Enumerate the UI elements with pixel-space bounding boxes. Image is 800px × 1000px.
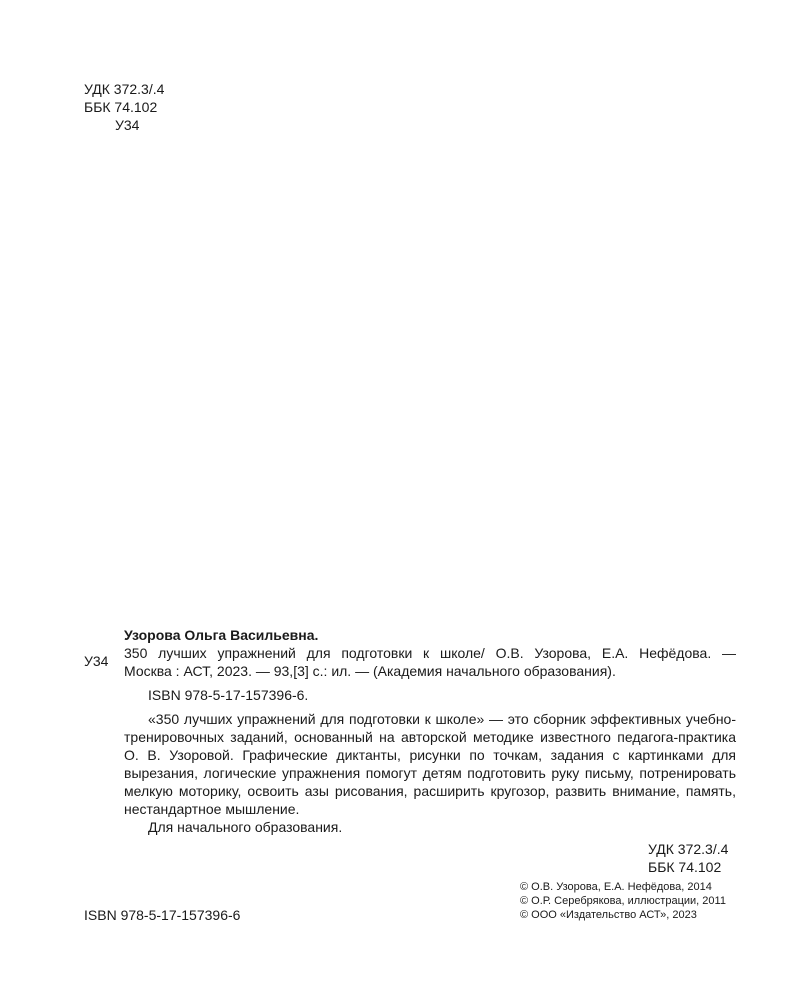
top-classification-codes xyxy=(84,80,164,134)
abstract-paragraph xyxy=(84,710,736,818)
title-description xyxy=(124,644,736,680)
title-line-1: 350 лучших упражнений для подготовки к школе/ О.В. Узорова, Е.А. Нефёдова. — xyxy=(124,645,736,661)
copyright-line: © О.Р. Серебрякова, иллюстрации, 2011 xyxy=(520,895,726,907)
title-block xyxy=(84,644,736,680)
copyright-block xyxy=(520,880,726,922)
isbn-bottom: ISBN 978-5-17-157396-6 xyxy=(84,907,241,923)
abstract-text: «350 лучших упражнений для подготовки к школе» — это сборник эффективных учебно-тренировочных заданий, основанный на авторской методике известного педагога-практика О. В. Узоровой. Графические диктанты, рисунки по точкам, задания с картинками для вырезания, логические упражнения помогут детям подготовить руку письму, потренировать мелкую моторику, освоить азы рисования, расширить кругозор, развить внимание, память, нестандартное мышление. xyxy=(124,711,736,817)
card-isbn: ISBN 978-5-17-157396-6. xyxy=(148,687,309,703)
bbk-code: ББК 74.102 xyxy=(84,99,158,115)
bottom-udk-code: УДК 372.3/.4 xyxy=(648,841,729,857)
author-mark: У34 xyxy=(115,117,140,133)
author-heading: Узорова Ольга Васильевна. xyxy=(124,627,319,643)
copyright-line: © ООО «Издательство АСТ», 2023 xyxy=(520,909,697,921)
copyright-line: © О.В. Узорова, Е.А. Нефёдова, 2014 xyxy=(520,881,712,893)
card-author-mark: У34 xyxy=(84,653,109,669)
bottom-bbk-code: ББК 74.102 xyxy=(648,859,722,875)
title-line-2: Москва : АСТ, 2023. — 93,[3] с.: ил. — (Академия начального образования). xyxy=(124,663,616,679)
udk-code: УДК 372.3/.4 xyxy=(84,81,165,97)
bottom-classification-codes xyxy=(648,840,728,876)
audience-note: Для начального образования. xyxy=(148,819,343,835)
catalog-card xyxy=(84,626,736,836)
